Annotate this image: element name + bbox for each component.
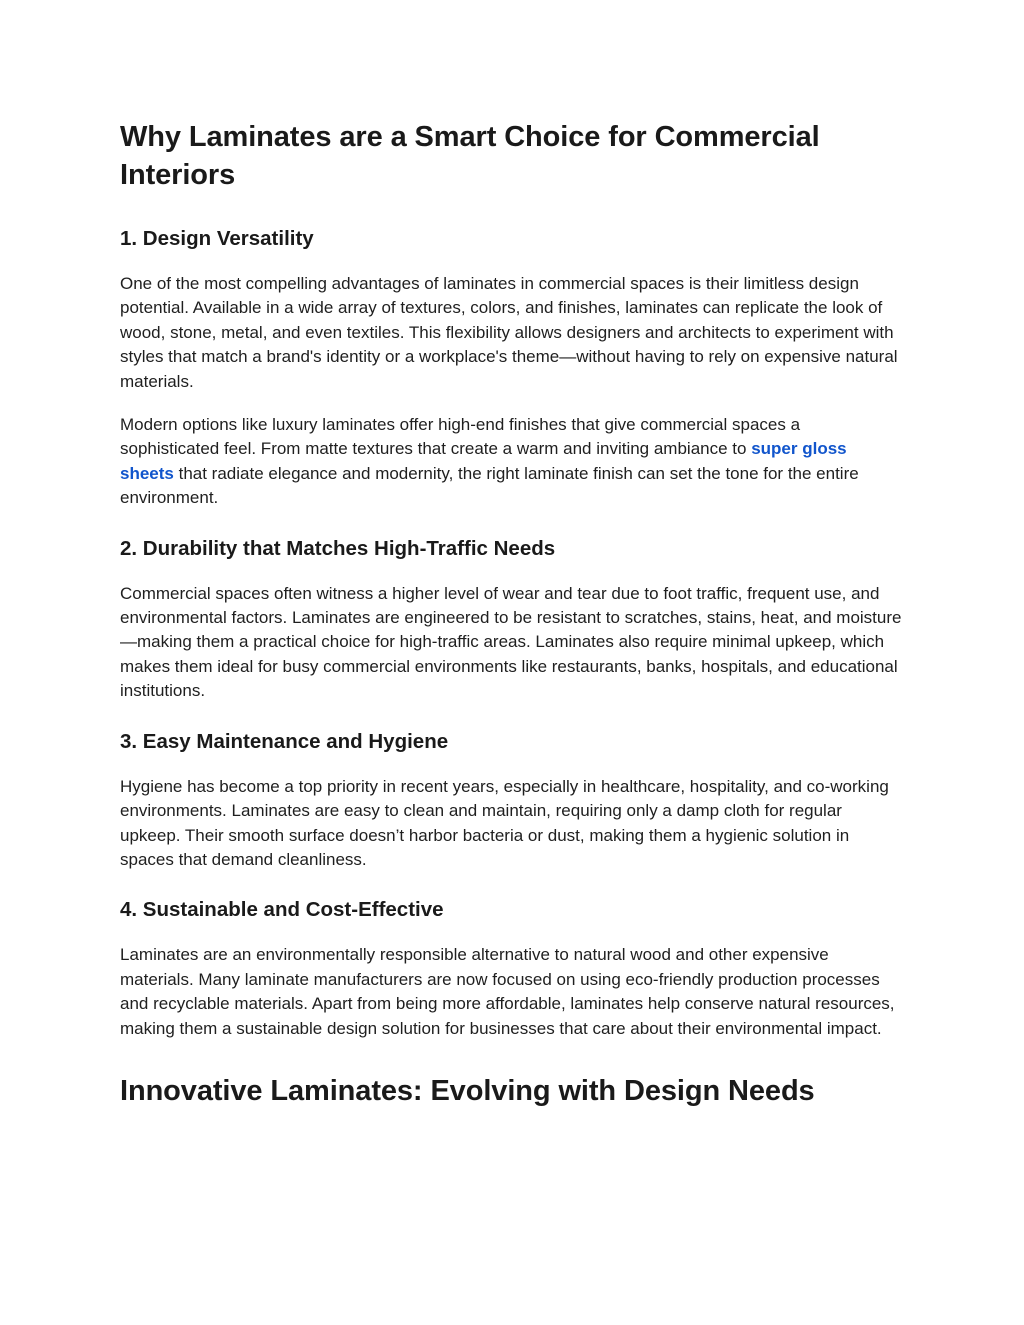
section-heading-maintenance-hygiene: 3. Easy Maintenance and Hygiene: [120, 729, 449, 753]
next-section-title: Innovative Laminates: Evolving with Design Needs: [120, 1074, 815, 1107]
paragraph-text-before-link: Modern options like luxury laminates offer high-end finishes that give commercial spaces a sophisticated feel. From matte textures that create a warm and inviting ambiance to: [120, 415, 801, 459]
page-title: Why Laminates are a Smart Choice for Commercial Interiors: [120, 121, 820, 191]
document-page: [120, 118, 902, 1110]
paragraph-design-versatility: One of the most compelling advantages of laminates in commercial spaces is their limitless design potential. Available in a wide array of textures, colors, and finishes, laminates can replicate the look of wood, stone, metal, and even textiles. This flexibility allows designers and architects to experiment with styles that match a brand's identity or a workplace's theme—without having to rely on expensive natural materials.: [120, 274, 898, 391]
paragraph-maintenance-hygiene: Hygiene has become a top priority in recent years, especially in healthcare, hospitality, and co-working environments. Laminates are easy to clean and maintain, requiring only a damp cloth for regular upkeep. Their smooth surface doesn’t harbor bacteria or dust, making them a hygienic solution in spaces that demand cleanliness.: [120, 776, 889, 869]
section-heading-sustainable: 4. Sustainable and Cost-Effective: [120, 898, 444, 922]
super-gloss-sheets-link[interactable]: super gloss sheets: [120, 439, 847, 483]
paragraph-sustainable: Laminates are an environmentally responsible alternative to natural wood and other expensive materials. Many laminate manufacturers are now focused on using eco-friendly production processes and recyclable materials. Apart from being more affordable, laminates help conserve natural resources, making them a sustainable design solution for businesses that care about their environmental impact.: [120, 945, 895, 1038]
section-heading-design-versatility: 1. Design Versatility: [120, 227, 314, 250]
paragraph-durability: Commercial spaces often witness a higher level of wear and tear due to foot traffic, frequent use, and environmental factors. Laminates are engineered to be resistant to scratches, stains, heat, and moisture—making them a practical choice for high-traffic areas. Laminates also require minimal upkeep, which makes them ideal for busy commercial environments like restaurants, banks, hospitals, and educational institutions.: [120, 583, 902, 701]
section-heading-durability: 2. Durability that Matches High-Traffic Needs: [120, 536, 556, 560]
paragraph-text-after-link: that radiate elegance and modernity, the right laminate finish can set the tone for the entire environment.: [120, 463, 859, 508]
paragraph-modern-options: [120, 413, 902, 511]
